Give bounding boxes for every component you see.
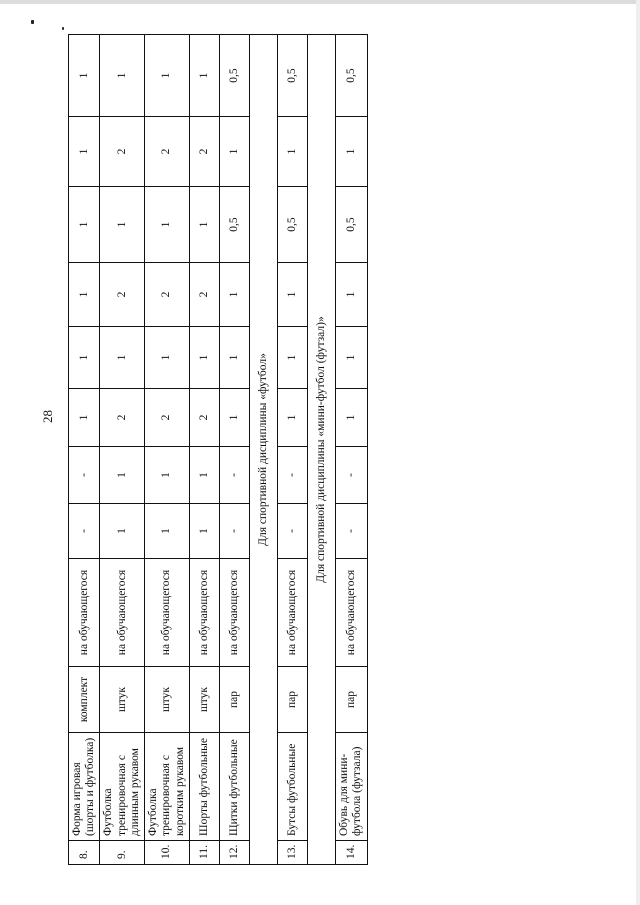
section-heading-minifootball: Для спортивной дисциплины «мини-футбол (футзал)» <box>307 35 335 865</box>
value-cell: 1 <box>69 117 100 187</box>
item-name: Щитки футбольные <box>219 733 249 841</box>
value-cell: 1 <box>335 117 367 187</box>
value-cell: 2 <box>145 389 190 447</box>
value-cell: 1 <box>335 327 367 389</box>
scan-edge-right <box>636 0 640 905</box>
value-cell: 1 <box>189 504 219 559</box>
section-row <box>249 35 277 865</box>
value-cell: - <box>219 447 249 504</box>
value-cell: 1 <box>277 263 307 327</box>
value-cell: 1 <box>145 447 190 504</box>
value-cell: - <box>69 447 100 504</box>
value-cell: 2 <box>100 389 145 447</box>
basis-cell: на обучающегося <box>277 559 307 667</box>
rotated-table-wrapper <box>68 35 364 865</box>
value-cell: 1 <box>189 187 219 263</box>
value-cell: 1 <box>69 35 100 117</box>
row-number: 13. <box>277 841 307 865</box>
value-cell: 1 <box>189 35 219 117</box>
value-cell: - <box>219 504 249 559</box>
item-name: Форма игровая (шорты и футболка) <box>69 733 100 841</box>
value-cell: 2 <box>189 263 219 327</box>
unit-cell: пар <box>219 667 249 733</box>
section-row <box>307 35 335 865</box>
value-cell: - <box>335 504 367 559</box>
value-cell: 1 <box>335 389 367 447</box>
value-cell: 0,5 <box>219 187 249 263</box>
value-cell: 1 <box>145 327 190 389</box>
value-cell: 0,5 <box>335 187 367 263</box>
basis-cell: на обучающегося <box>219 559 249 667</box>
table-row <box>277 35 307 865</box>
unit-cell: пар <box>277 667 307 733</box>
page-number: 28 <box>40 410 55 423</box>
value-cell: 1 <box>69 389 100 447</box>
scan-edge-top <box>0 0 640 4</box>
basis-cell: на обучающегося <box>145 559 190 667</box>
value-cell: 1 <box>277 389 307 447</box>
row-number: 9. <box>100 841 145 865</box>
value-cell: 1 <box>145 504 190 559</box>
value-cell: 0,5 <box>335 35 367 117</box>
item-name: Бутсы футбольные <box>277 733 307 841</box>
scan-speck <box>31 20 34 24</box>
value-cell: 1 <box>145 187 190 263</box>
value-cell: 2 <box>145 263 190 327</box>
table-row <box>100 35 145 865</box>
table-row <box>219 35 249 865</box>
item-name: Обувь для мини-футбола (футзала) <box>335 733 367 841</box>
scan-speck <box>62 27 64 30</box>
value-cell: 0,5 <box>277 187 307 263</box>
section-heading-football: Для спортивной дисциплины «футбол» <box>249 35 277 865</box>
value-cell: 1 <box>277 327 307 389</box>
row-number: 12. <box>219 841 249 865</box>
row-number: 14. <box>335 841 367 865</box>
unit-cell: пар <box>335 667 367 733</box>
value-cell: - <box>277 447 307 504</box>
value-cell: - <box>69 504 100 559</box>
row-number: 8. <box>69 841 100 865</box>
value-cell: 1 <box>219 327 249 389</box>
value-cell: 1 <box>100 504 145 559</box>
basis-cell: на обучающегося <box>335 559 367 667</box>
basis-cell: на обучающегося <box>100 559 145 667</box>
unit-cell: штук <box>100 667 145 733</box>
value-cell: 1 <box>100 327 145 389</box>
value-cell: 2 <box>189 389 219 447</box>
value-cell: 0,5 <box>277 35 307 117</box>
table-row <box>69 35 100 865</box>
value-cell: 1 <box>219 389 249 447</box>
value-cell: 2 <box>189 117 219 187</box>
value-cell: - <box>335 447 367 504</box>
item-name: Футболка тренировочная с длинным рукавом <box>100 733 145 841</box>
value-cell: 1 <box>335 263 367 327</box>
value-cell: 1 <box>100 447 145 504</box>
value-cell: 1 <box>69 187 100 263</box>
basis-cell: на обучающегося <box>69 559 100 667</box>
value-cell: 1 <box>145 35 190 117</box>
value-cell: 1 <box>69 327 100 389</box>
equipment-table <box>68 34 368 865</box>
value-cell: 2 <box>100 117 145 187</box>
item-name: Шорты футбольные <box>189 733 219 841</box>
unit-cell: штук <box>145 667 190 733</box>
value-cell: 1 <box>189 327 219 389</box>
unit-cell: штук <box>189 667 219 733</box>
value-cell: 0,5 <box>219 35 249 117</box>
value-cell: - <box>277 504 307 559</box>
item-name: Футболка тренировочная с коротким рукавом <box>145 733 190 841</box>
row-number: 11. <box>189 841 219 865</box>
value-cell: 1 <box>69 263 100 327</box>
value-cell: 1 <box>189 447 219 504</box>
value-cell: 1 <box>100 187 145 263</box>
table-row <box>335 35 367 865</box>
value-cell: 2 <box>100 263 145 327</box>
value-cell: 1 <box>277 117 307 187</box>
row-number: 10. <box>145 841 190 865</box>
unit-cell: комплект <box>69 667 100 733</box>
value-cell: 1 <box>219 263 249 327</box>
basis-cell: на обучающегося <box>189 559 219 667</box>
value-cell: 2 <box>145 117 190 187</box>
value-cell: 1 <box>219 117 249 187</box>
value-cell: 1 <box>100 35 145 117</box>
table-row <box>189 35 219 865</box>
table-row <box>145 35 190 865</box>
